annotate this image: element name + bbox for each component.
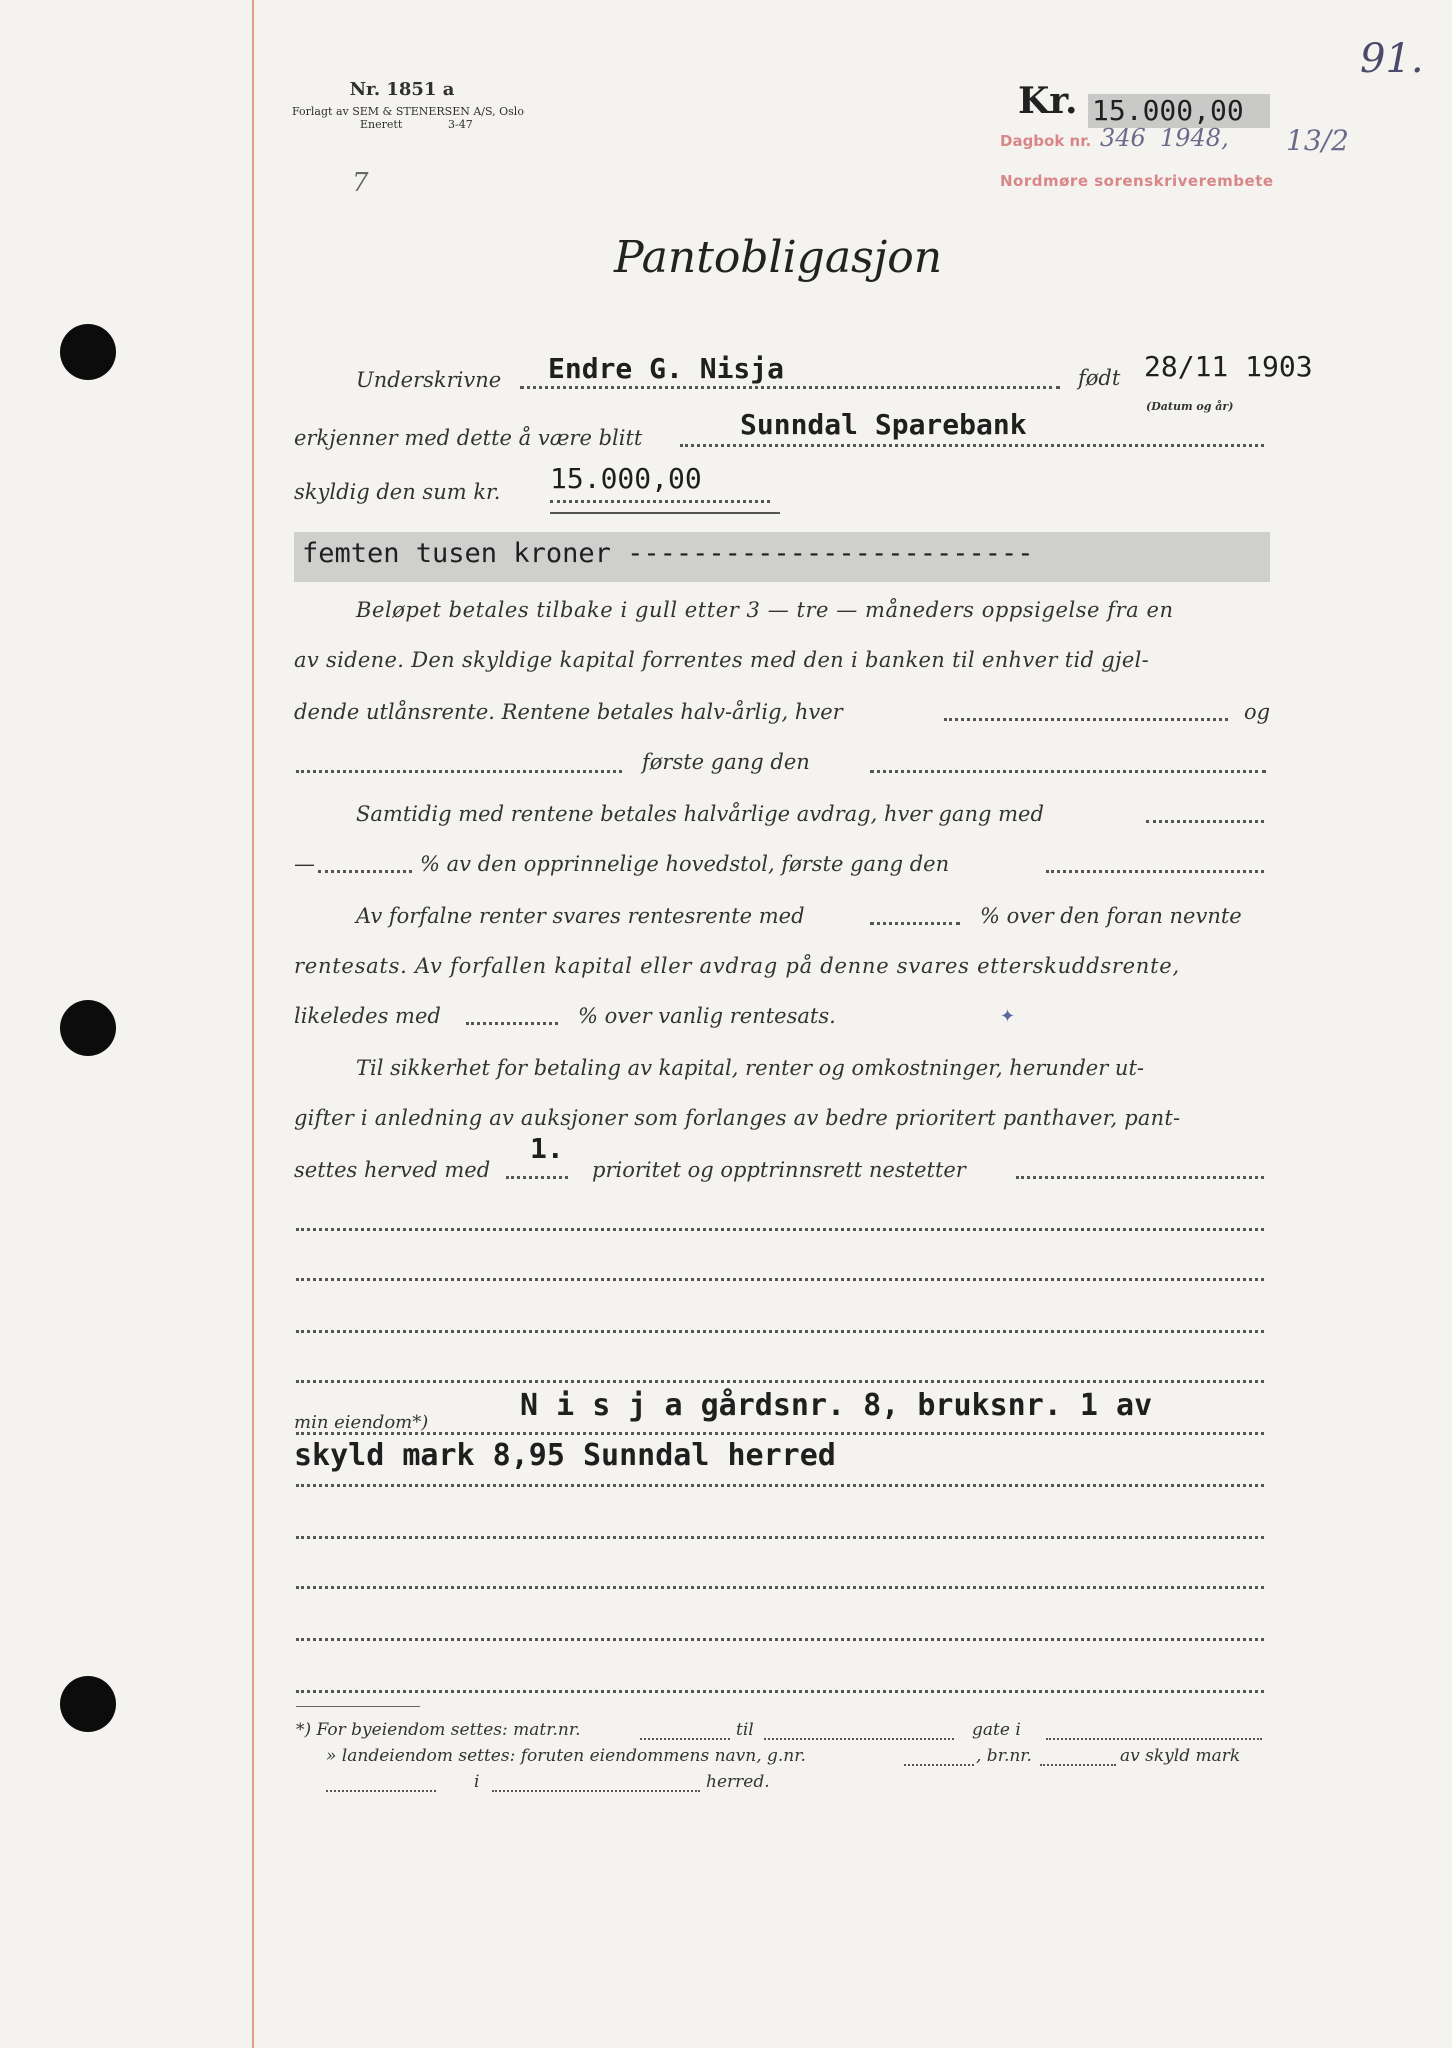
body-line: Til sikkerhet for betaling av kapital, renter og omkostninger, herunder ut-	[356, 1056, 1144, 1080]
undersigned-value: Endre G. Nisja	[548, 352, 785, 385]
body-line: % av den opprinnelige hovedstol, første gang den	[420, 852, 950, 876]
footnote-line: gate i	[972, 1720, 1021, 1740]
body-line: likeledes med	[294, 1004, 441, 1028]
margin-mark: 7	[352, 168, 369, 198]
body-line: settes herved med	[294, 1158, 491, 1182]
creditor-value: Sunndal Sparebank	[740, 408, 1027, 441]
footnote-line: » landeiendom settes: foruten eiendommens navn, g.nr.	[326, 1746, 806, 1766]
footnote-line: av skyld mark	[1120, 1746, 1241, 1766]
body-line: dende utlånsrente. Rentene betales halv-årlig, hver	[294, 700, 843, 724]
acknowledge-label: erkjenner med dette å være blitt	[294, 426, 643, 450]
form-edition: 3-47	[448, 118, 473, 131]
property-line-1: N i s j a gårdsnr. 8, bruksnr. 1 av	[520, 1388, 1153, 1423]
body-line: gifter i anledning av auksjoner som forlanges av bedre prioritert panthaver, pant-	[294, 1106, 1181, 1130]
body-line: og	[1244, 700, 1271, 724]
stamp-year: 1948,	[1160, 124, 1229, 152]
sum-label: skyldig den sum kr.	[294, 480, 501, 504]
body-line: Av forfalne renter svares rentesrente med	[356, 904, 805, 928]
sum-words: femten tusen kroner -------------------------	[302, 538, 1034, 569]
punch-hole	[60, 324, 116, 380]
body-line: av sidene. Den skyldige kapital forrentes med den i banken til enhver tid gjel-	[294, 648, 1150, 672]
form-enerett: Enerett	[360, 118, 403, 131]
amount-header-value: 15.000,00	[1092, 94, 1244, 127]
footnote-line: til	[736, 1720, 754, 1740]
margin-rule	[252, 0, 254, 2048]
footnote-line: herred.	[706, 1772, 770, 1792]
stamp-diary-number: 346	[1100, 124, 1146, 152]
body-line: første gang den	[642, 750, 810, 774]
document-title: Pantobligasjon	[614, 232, 943, 283]
stamp-office: Nordmøre sorenskriverembete	[1000, 172, 1274, 190]
document-page: 91. Nr. 1851 a Forlagt av SEM & STENERSEN A/S, Oslo Enerett 3-47 Kr. 15.000,00 Dagbok nr. 346 1948, 13/2 Nordmøre sorenskriverembete 7 Pantobligasjon Underskrivne Endre G. Nisja født 28/11 1903 (Datum og år) erkjenner med dette å være blitt Sunndal Sparebank skyldig den sum kr. 15.000,00 femten tusen kroner ------------------------- Beløpet betales tilbake i gull etter 3 — tre — måneders oppsigelse fra en av sidene. Den skyldige kapital forrentes med den i banken til enhver tid gjel- dende utlånsrente. Rentene betales halv-årlig, hver og første gang den Samtidig med rentene betales halvårlige avdrag, hver gang med — % av den opprinnelige hovedstol, første gang den Av forfalne renter svares rentesrente med % over den foran nevnte rentesats. Av forfallen kapital eller avdrag på denne svares etterskuddsrente, likeledes med % over vanlig rentesats. ✦ Til sikkerhet for betaling av kapital, renter og omkostninger, herunder ut- gifter i anledning av auksjoner som forlanges av bedre prioritert panthaver, pant- settes herved med 1. prioritet og opptrinnsrett nestetter min eiendom*) N i s j a gårdsnr. 8, bruksnr. 1 av skyld mark 8,95 Sunndal herred *) For byeiendom settes: matr.nr. til gate i » landeiendom settes: foruten eiendommens navn, g.nr. , br.nr. av skyld mark i herred.	[0, 0, 1452, 2048]
amount-prefix: Kr.	[1018, 80, 1078, 122]
punch-hole	[60, 1676, 116, 1732]
body-line: prioritet og opptrinnsrett nestetter	[592, 1158, 966, 1182]
property-line-2: skyld mark 8,95 Sunndal herred	[294, 1438, 836, 1473]
footnote-line: *) For byeiendom settes: matr.nr.	[296, 1720, 581, 1740]
body-line: —	[294, 852, 315, 876]
born-value: 28/11 1903	[1144, 350, 1313, 383]
body-line: % over den foran nevnte	[980, 904, 1242, 928]
body-line: Beløpet betales tilbake i gull etter 3 — tre — måneders oppsigelse fra en	[356, 598, 1174, 622]
page-number: 91.	[1360, 36, 1424, 82]
property-label: min eiendom*)	[294, 1412, 429, 1433]
undersigned-label: Underskrivne	[356, 368, 502, 392]
stamp-diary-label: Dagbok nr.	[1000, 132, 1092, 150]
footnote-line: , br.nr.	[976, 1746, 1032, 1766]
form-publisher: Forlagt av SEM & STENERSEN A/S, Oslo	[292, 105, 524, 118]
punch-hole	[60, 1000, 116, 1056]
body-line: % over vanlig rentesats.	[578, 1004, 836, 1028]
sum-value: 15.000,00	[550, 462, 702, 495]
born-hint: (Datum og år)	[1146, 400, 1234, 413]
priority-value: 1.	[530, 1132, 564, 1165]
born-label: født	[1078, 366, 1121, 390]
footnote-line: i	[474, 1772, 480, 1792]
form-number: Nr. 1851 a	[349, 79, 455, 100]
stamp-date: 13/2	[1286, 124, 1349, 157]
body-line: Samtidig med rentene betales halvårlige avdrag, hver gang med	[356, 802, 1044, 826]
body-line: rentesats. Av forfallen kapital eller avdrag på denne svares etterskuddsrente,	[294, 954, 1180, 978]
